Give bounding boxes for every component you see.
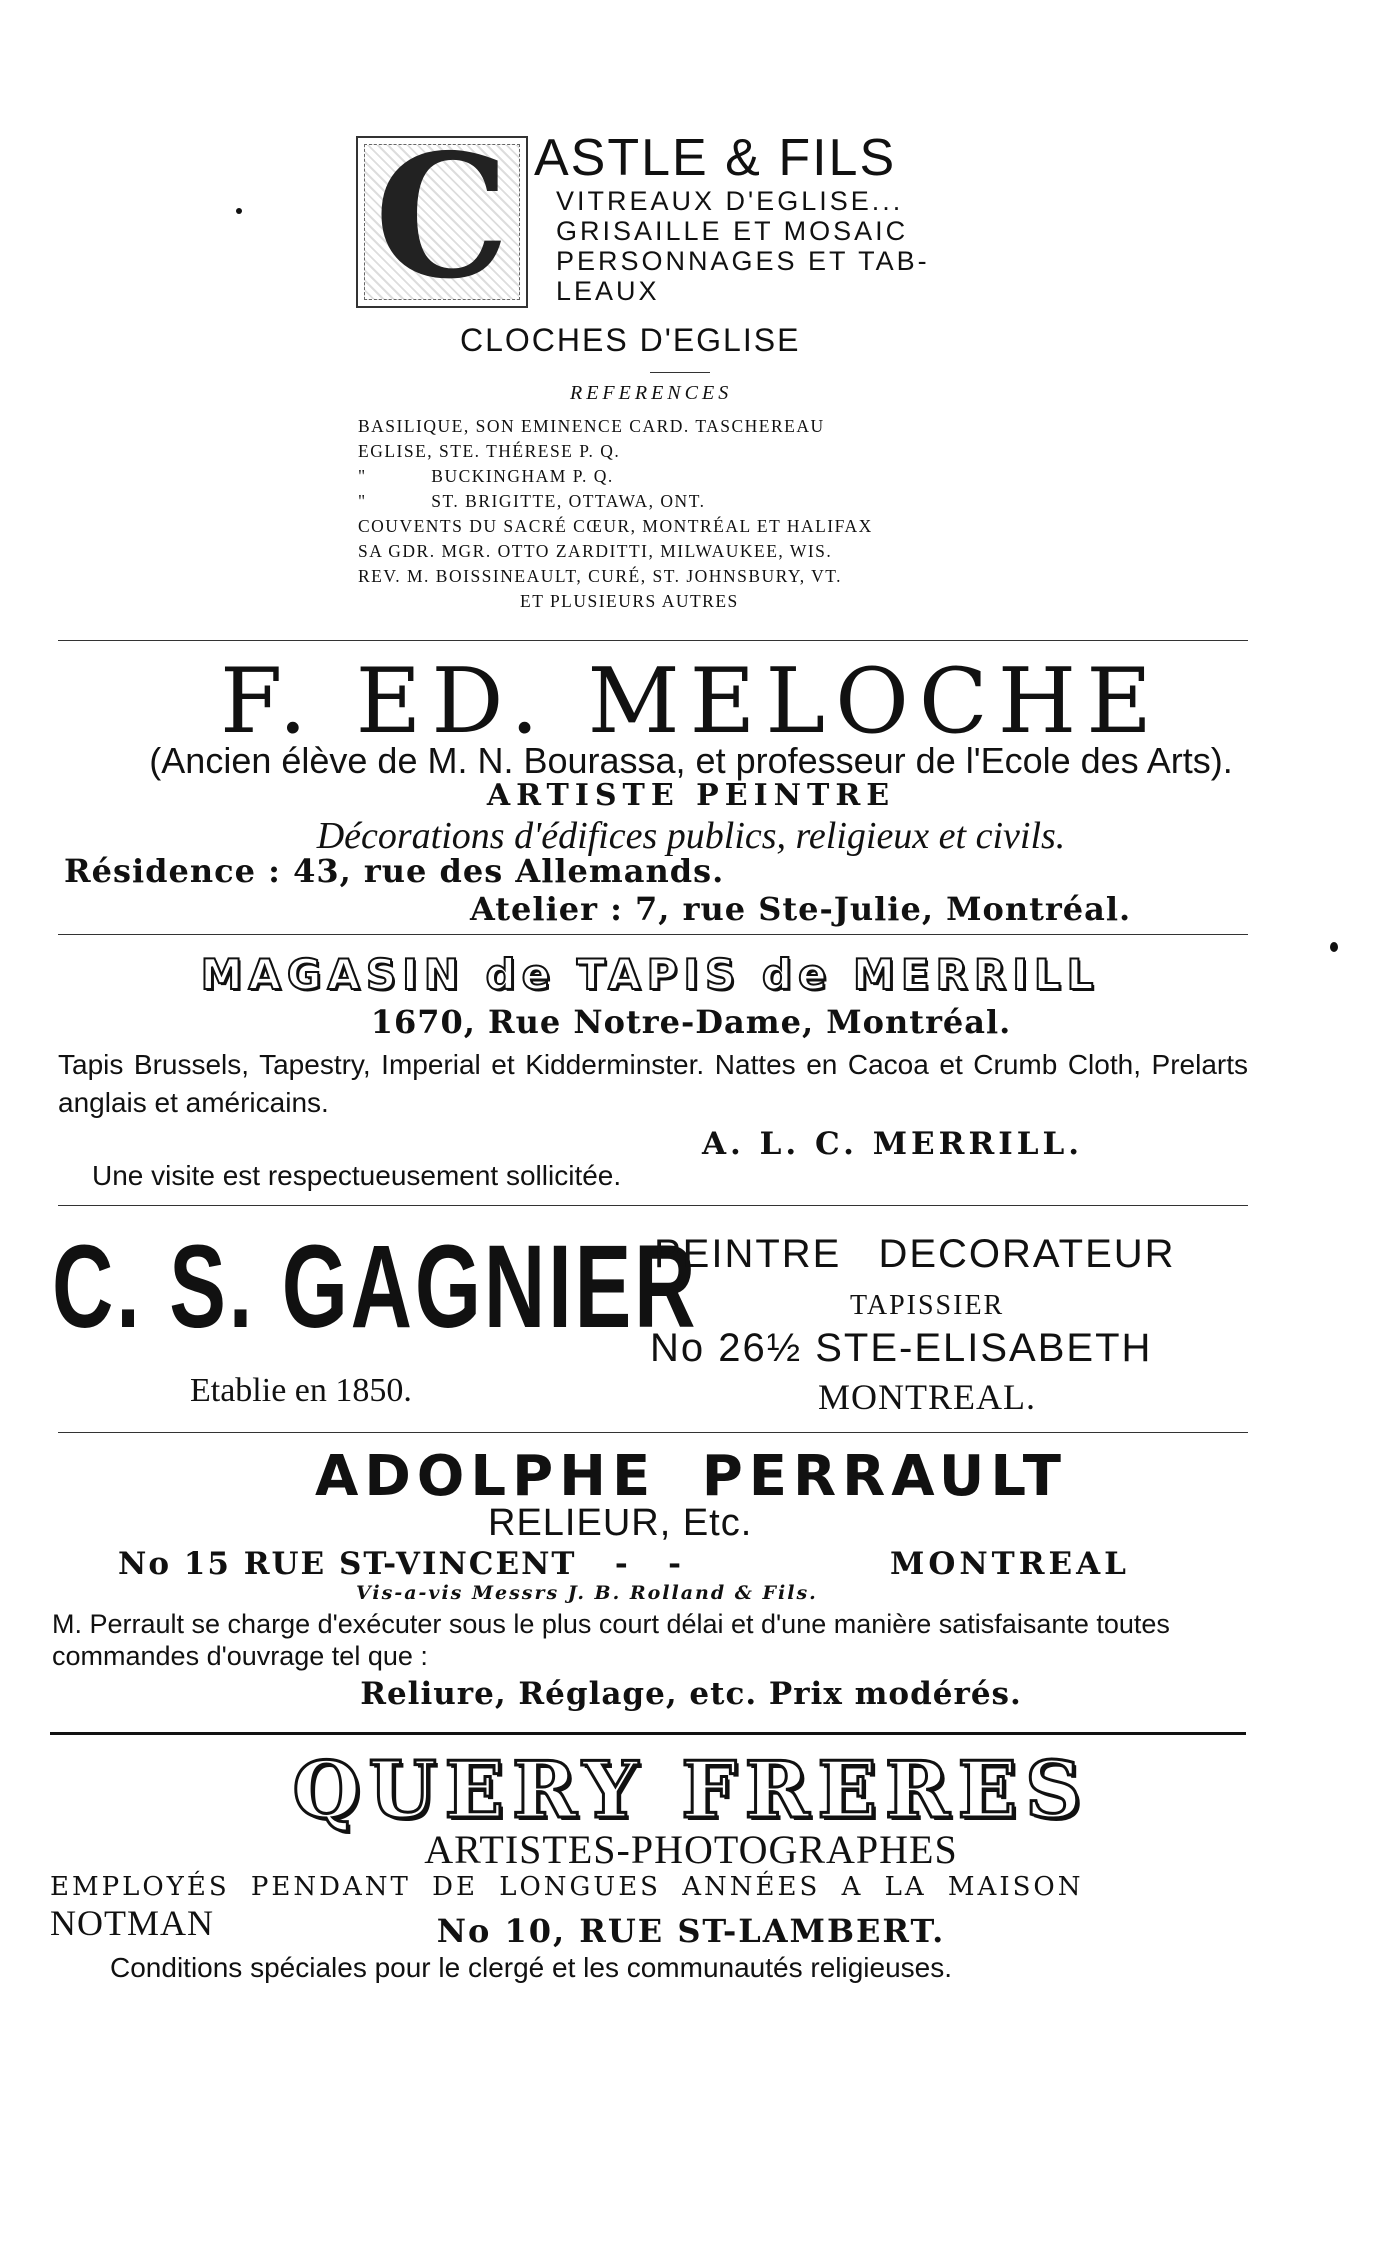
gagnier-established: Etablie en 1850. [190,1372,412,1409]
reference-line: EGLISE, STE. THÉRESE P. Q. [358,441,621,461]
speck-mark [236,208,242,214]
perrault-address: No 15 RUE ST-VINCENT - - [118,1546,683,1582]
merrill-title: MAGASIN de TAPIS de MERRILL [200,950,1100,999]
castle-services [556,186,930,306]
reference-line: BASILIQUE, SON EMINENCE CARD. TASCHEREAU [358,416,825,436]
gagnier-tapissier: TAPISSIER [850,1290,1005,1321]
reference-line: SA GDR. MGR. OTTO ZARDITTI, MILWAUKEE, WIS. [358,541,833,561]
logo-letter: C [374,117,510,317]
castle-line: PERSONNAGES ET TAB- [556,246,930,276]
castle-line: LEAUX [556,276,660,306]
castle-line: VITREAUX D'EGLISE... [556,186,904,216]
gagnier-address: No 26½ STE-ELISABETH [650,1326,1153,1370]
reference-line: COUVENTS DU SACRÉ CŒUR, MONTRÉAL ET HALIFAX [358,516,873,536]
meloche-name: F. ED. MELOCHE [220,649,1162,754]
merrill-description: Tapis Brussels, Tapestry, Imperial et Kidderminster. Nattes en Cacoa et Crumb Cloth, Prelarts anglais et américains. [58,1049,1248,1118]
meloche-role: ARTISTE PEINTRE [486,778,896,813]
perrault-description: M. Perrault se charge d'exécuter sous le plus court délai et d'une manière satisfaisante toutes commandes d'ouvrage tel que : [52,1609,1170,1671]
references-list [358,414,873,614]
perrault-vis-a-vis: Vis-a-vis Messrs J. B. Rolland & Fils. [356,1582,818,1604]
gagnier-role: PEINTRE DECORATEUR [654,1232,1176,1276]
castle-logo [356,117,528,317]
castle-line: GRISAILLE ET MOSAIC [556,216,909,246]
query-address: No 10, RUE ST-LAMBERT. [436,1912,946,1950]
perrault-prices: Reliure, Réglage, etc. Prix modérés. [360,1676,1022,1712]
reference-line: " ST. BRIGITTE, OTTAWA, ONT. [358,491,706,511]
query-conditions: Conditions spéciales pour le clergé et les communautés religieuses. [110,1952,952,1983]
divider [50,1732,1246,1735]
divider [58,1432,1248,1433]
divider [58,640,1248,641]
meloche-atelier: Atelier : 7, rue Ste-Julie, Montréal. [470,890,1132,928]
merrill-visite: Une visite est respectueusement sollicitée. [92,1160,622,1191]
meloche-residence: Résidence : 43, rue des Allemands. [64,852,725,890]
gagnier-city: MONTREAL. [818,1377,1036,1417]
query-employes-notman: NOTMAN [50,1903,214,1943]
merrill-signature: A. L. C. MERRILL. [702,1126,1084,1162]
divider [58,934,1248,935]
references-title: REFERENCES [570,382,733,404]
meloche-decorations: Décorations d'édifices publics, religieux et civils. [316,815,1066,857]
reference-line: REV. M. BOISSINEAULT, CURÉ, ST. JOHNSBURY, VT. [358,566,843,586]
castle-cloches: CLOCHES D'EGLISE [460,322,801,358]
castle-title: ASTLE & FILS [534,129,897,187]
perrault-name: ADOLPHE PERRAULT [314,1444,1067,1509]
divider [58,1205,1248,1206]
reference-line: ET PLUSIEURS AUTRES [520,591,739,611]
perrault-city: MONTREAL [890,1546,1130,1582]
perrault-relieur: RELIEUR, Etc. [488,1502,753,1544]
divider [650,372,710,373]
reference-line: " BUCKINGHAM P. Q. [358,466,614,486]
gagnier-name: C. S. GAGNIER [52,1221,699,1353]
query-title: ARTISTES-PHOTOGRAPHES [424,1827,958,1872]
query-employes-text: EMPLOYÉS PENDANT DE LONGUES ANNÉES A LA MAISON [50,1872,1084,1902]
merrill-address: 1670, Rue Notre-Dame, Montréal. [370,1003,1012,1041]
query-name: QUERY FRERES [292,1745,1090,1836]
speck-mark [1330,942,1338,952]
meloche-subtitle: (Ancien élève de M. N. Bourassa, et professeur de l'Ecole des Arts). [149,740,1233,781]
